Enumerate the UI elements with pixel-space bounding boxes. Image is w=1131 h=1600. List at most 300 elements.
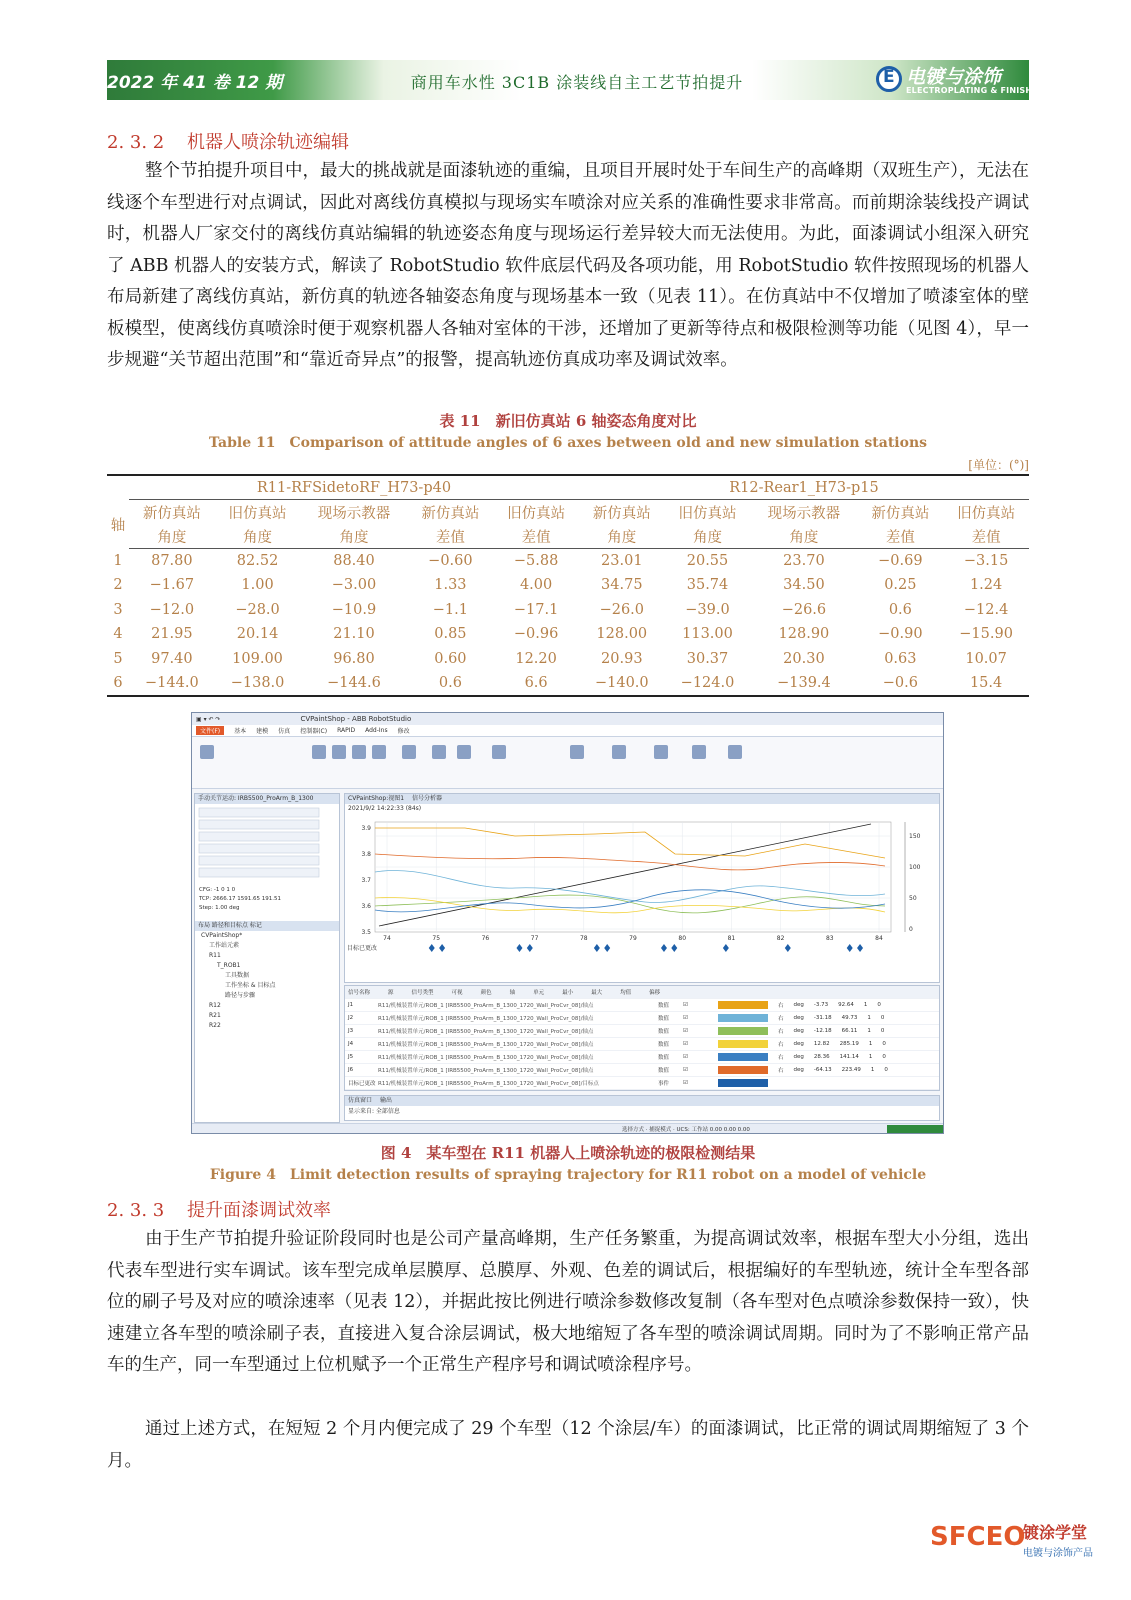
signal-src: R11/机械装置单元/ROB_1 [IRB5500_ProArm_B_1300_1720_Wall_ProCvr_08]/轴点: [378, 1042, 594, 1048]
signal-max: 285.19: [839, 1041, 859, 1047]
table-cell: 1: [113, 552, 123, 569]
target-changed-marker: [723, 944, 729, 952]
signal-name: J3: [348, 1028, 354, 1034]
signal-type: 数值: [658, 1029, 670, 1035]
y-left-tick-label: 3.7: [361, 877, 371, 884]
signal-axis: 右: [777, 1042, 784, 1048]
table-cell: −12.0: [149, 601, 195, 618]
signal-src: R11/机械装置单元/ROB_1 [IRB5500_ProArm_B_1300_1720_Wall_ProCvr_08]/轴点: [378, 1003, 594, 1009]
signal-type: 事件: [658, 1081, 670, 1087]
axis-header: 轴: [110, 517, 126, 534]
signal-row[interactable]: [345, 1025, 939, 1038]
signal-src: R11/机械装置单元/ROB_1 [IRB5500_ProArm_B_1300_1720_Wall_ProCvr_08]/轴点: [378, 1055, 594, 1061]
table-cell: 109.00: [232, 650, 283, 667]
signal-unit: deg: [793, 1067, 804, 1073]
signal-off: 0: [880, 1015, 885, 1021]
signal-name: J6: [348, 1067, 354, 1073]
ribbon-tab[interactable]: 控制器(C): [300, 728, 328, 735]
ribbon-tab[interactable]: 修改: [397, 728, 410, 735]
figure-caption-en: Figure 4 Limit detection results of spraying trajectory for R11 robot on a model of vehicle: [209, 1167, 927, 1183]
visible-checkbox[interactable]: ☑: [683, 1054, 688, 1060]
visible-checkbox[interactable]: ☑: [683, 1080, 688, 1086]
table-cell: −26.0: [599, 601, 645, 618]
target-changed-marker: [671, 944, 677, 952]
tab-output[interactable]: 输出: [379, 1097, 392, 1104]
signal-name: 目标已更改: [348, 1081, 376, 1087]
table-cell: 20.55: [686, 553, 729, 569]
target-changed-marker: [604, 944, 610, 952]
table-cell: 21.10: [333, 626, 375, 643]
jog-panel-title: 手动关节运动: IRB5500_ProArm_B_1300: [195, 794, 339, 804]
header-issue: 2022 年 41 卷 12 期: [107, 73, 283, 93]
x-tick-label: 81: [727, 935, 736, 942]
signal-type: 数值: [658, 1042, 670, 1048]
x-tick-label: 82: [776, 935, 785, 942]
table-cell: 20.93: [601, 650, 643, 667]
window-title: CVPaintShop - ABB RobotStudio: [300, 715, 412, 723]
table-cell: −28.0: [235, 601, 280, 618]
signal-col-header: 颜色: [480, 990, 492, 996]
col-top: 旧仿真站: [228, 505, 287, 522]
pause-icon[interactable]: [332, 745, 346, 759]
station-tree: [195, 931, 339, 1031]
y-right-tick-label: 0: [909, 926, 913, 933]
table-cell: 128.90: [778, 626, 830, 643]
io-sim-icon[interactable]: [402, 745, 416, 759]
x-tick-label: 76: [481, 935, 490, 942]
layout-tabs[interactable]: 布局 路径和目标点 标记: [195, 921, 339, 931]
play-icon[interactable]: [312, 745, 326, 759]
table-cell: 6.6: [493, 671, 579, 696]
ribbon-tabs: [192, 725, 943, 737]
signal-unit: deg: [793, 1054, 804, 1060]
footer-logo-mark: SFCEO: [930, 1522, 1026, 1552]
signal-name: J4: [348, 1041, 354, 1047]
x-tick-label: 78: [579, 935, 588, 942]
signal-color-swatch[interactable]: [718, 1014, 768, 1022]
signal-unit: deg: [793, 1028, 804, 1034]
record-app-icon[interactable]: [612, 745, 626, 759]
table-cell: 12.20: [515, 650, 557, 667]
table-cell: −17.1: [513, 601, 559, 618]
signal-row[interactable]: [345, 1064, 939, 1077]
create-collision-icon[interactable]: [200, 745, 214, 759]
table-cell: 20.14: [236, 626, 279, 643]
ribbon-tab[interactable]: 基本: [234, 728, 247, 735]
table-cell: −144.6: [300, 671, 407, 696]
table-row: [107, 598, 1029, 623]
signal-max: 49.73: [841, 1015, 858, 1021]
table-cell: 34.75: [601, 577, 643, 594]
table-cell: 30.37: [686, 650, 729, 667]
signal-unit: deg: [793, 1015, 804, 1021]
table-cell: −124.0: [665, 671, 751, 696]
signal-mean: 1: [867, 1028, 871, 1034]
table-row: [107, 647, 1029, 672]
table-cell: 97.40: [151, 650, 193, 667]
table-unit: [单位：(°)]: [968, 458, 1029, 472]
tree-item[interactable]: 工具数据: [225, 972, 250, 979]
visible-checkbox[interactable]: ☑: [683, 1028, 688, 1034]
x-tick-label: 84: [875, 935, 883, 942]
tab-view1[interactable]: CVPaintShop:视图1: [348, 795, 405, 802]
col-top: 新仿真站: [592, 505, 651, 522]
col-bottom: 差值: [408, 524, 494, 549]
table-cell: 1.24: [969, 577, 1003, 594]
table-cell: −1.1: [432, 601, 468, 618]
table-caption-cn: 表 11 新旧仿真站 6 轴姿态角度对比: [439, 412, 697, 430]
signal-axis: 右: [777, 1068, 784, 1074]
plot-time[interactable]: 2021/9/2 14:22:33 (84s): [348, 805, 422, 812]
x-tick-label: 79: [629, 935, 637, 942]
x-tick-label: 74: [383, 935, 391, 942]
table-cell: 0.85: [434, 626, 467, 643]
signal-max: 141.14: [839, 1054, 859, 1060]
table-cell: −0.69: [878, 553, 923, 569]
status-text: 选择方式 · 捕捉模式 · UCS: 工作站 0.00 0.00 0.00: [622, 1127, 750, 1133]
signal-col-header: 最小: [562, 990, 574, 996]
col-top: 旧仿真站: [678, 505, 737, 522]
signal-color-swatch[interactable]: [718, 1079, 768, 1087]
tcp-trace-icon[interactable]: [432, 745, 446, 759]
target-changed-marker: [594, 944, 600, 952]
target-changed-marker: [516, 944, 522, 952]
signal-type: 数值: [658, 1055, 670, 1061]
table-cell: −0.60: [428, 553, 473, 569]
table-cell: 10.07: [965, 650, 1007, 667]
table-cell: −39.0: [685, 601, 730, 618]
signal-mean: 1: [863, 1002, 868, 1008]
col-top: 旧仿真站: [507, 505, 566, 522]
signal-analyzer-plot: [344, 793, 940, 983]
paragraph-2: 由于生产节拍提升验证阶段同时也是公司产量高峰期，生产任务繁重，为提高调试效率，根据车型大小分组，选出代表车型进行实车调试。该车型完成单层膜厚、总膜厚、外观、色差的调试后，根据编好的车型轨迹，统计全车型各部位的刷子号及对应的喷涂速率（见表 12），并据此按比例进行喷涂参数修改复制（各车型对色点喷涂参数保持一致），快速建立各车型的喷涂刷子表，直接进入复合涂层调试，极大地缩短了各车型的喷涂调试周期。同时为了不影响正常产品车的生产，同一车型通过上位机赋予一个正常生产程序号和调试喷涂程序号。: [107, 1229, 1029, 1375]
signal-col-header: 可视: [451, 990, 463, 996]
table-cell: 5: [113, 650, 123, 667]
visible-checkbox[interactable]: ☑: [683, 1015, 688, 1021]
signal-col-header: 最大: [591, 990, 603, 996]
signal-axis: 右: [777, 1029, 784, 1035]
signal-max: 223.49: [841, 1067, 861, 1073]
signal-src: R11/机械装置单元/ROB_1 [IRB5500_ProArm_B_1300_1720_Wall_ProCvr_08]/目标点: [378, 1081, 599, 1087]
signal-src: R11/机械装置单元/ROB_1 [IRB5500_ProArm_B_1300_1720_Wall_ProCvr_08]/轴点: [378, 1029, 594, 1035]
ribbon-toolbar: [192, 737, 943, 789]
table-cell: −10.9: [331, 601, 377, 618]
table-cell: −0.96: [513, 626, 559, 643]
signal-type: 数值: [658, 1068, 670, 1074]
target-changed-marker: [661, 944, 667, 952]
ribbon-tab[interactable]: 仿真: [278, 728, 291, 735]
target-changed-marker: [857, 944, 863, 952]
table-cell: −3.00: [331, 577, 377, 594]
table-row: [107, 671, 1029, 696]
table-cell: 128.00: [596, 626, 648, 643]
signal-plot: [345, 814, 939, 982]
x-tick-label: 77: [530, 935, 539, 942]
tab-signal-analyzer[interactable]: 信号分析器: [412, 795, 443, 802]
stop-record-icon[interactable]: [692, 745, 706, 759]
col-bottom: 角度: [579, 524, 665, 549]
ribbon-tab[interactable]: RAPID: [337, 727, 356, 734]
timer-icon[interactable]: [457, 745, 471, 759]
record-graphics-icon[interactable]: [654, 745, 668, 759]
table-cell: −0.6: [858, 671, 944, 696]
target-changed-marker: [439, 944, 445, 952]
signal-row[interactable]: [345, 1077, 939, 1090]
table-cell: −12.4: [963, 601, 1009, 618]
signal-col-header: 信号名称: [348, 990, 371, 996]
signal-table-header: [345, 986, 939, 999]
col-bottom: 差值: [943, 524, 1029, 549]
signal-rows: [345, 999, 939, 1090]
visible-checkbox[interactable]: ☑: [683, 1067, 688, 1073]
signal-min: 12.82: [813, 1041, 830, 1047]
signal-min: -3.73: [813, 1002, 829, 1008]
signal-mean: 1: [870, 1067, 875, 1073]
signal-col-header: 均值: [620, 990, 632, 996]
table-cell: 3: [113, 601, 123, 618]
table-caption-en: Table 11 Comparison of attitude angles of 6 axes between old and new simulation stations: [208, 435, 928, 451]
col-bottom: 角度: [215, 524, 301, 549]
signal-off: 0: [882, 1041, 886, 1047]
target-changed-marker: [429, 944, 435, 952]
signal-min: -31.18: [813, 1015, 832, 1021]
col-bottom: 角度: [129, 524, 215, 549]
signal-mean: 1: [867, 1015, 871, 1021]
signal-name: J1: [348, 1002, 354, 1008]
signal-off: 0: [884, 1067, 888, 1073]
table-cell: 0.63: [884, 650, 917, 667]
sim-record-icon[interactable]: [570, 745, 584, 759]
logo-cn: 电镀与涂饰: [906, 66, 1002, 88]
y-left-tick-label: 3.8: [361, 851, 371, 858]
signal-color-swatch[interactable]: [718, 1001, 768, 1009]
table-cell: 87.80: [151, 553, 193, 569]
signal-mean: 1: [868, 1054, 873, 1060]
table-body: [107, 549, 1029, 696]
output-pane: [344, 1095, 940, 1121]
footer-watermark-logo: [925, 1510, 1105, 1570]
view-record-icon[interactable]: [728, 745, 742, 759]
table-cell: −5.88: [513, 553, 559, 569]
table-cell: 96.80: [333, 650, 375, 667]
signal-col-header: 单元: [533, 990, 545, 996]
tree-item[interactable]: CVPaintShop*: [201, 932, 243, 939]
signal-axis: 右: [777, 1003, 784, 1009]
col-top: 新仿真站: [871, 505, 930, 522]
robotstudio-screenshot: [191, 712, 944, 1134]
col-top: 现场示教器: [767, 505, 841, 522]
col-top: 现场示教器: [317, 505, 391, 522]
tree-item[interactable]: R12: [209, 1002, 221, 1009]
table-cell: 82.52: [236, 553, 279, 569]
col-bottom: 差值: [493, 524, 579, 549]
tree-item[interactable]: 工作坐标 & 目标点: [225, 982, 276, 989]
target-changed-marker: [847, 944, 853, 952]
table-cell: 113.00: [682, 626, 733, 643]
table-cell: −1.67: [149, 577, 195, 594]
signal-max: 66.11: [841, 1028, 858, 1034]
group-b-header: R12-Rear1_H73-p15: [579, 475, 1029, 500]
logo-en: ELECTROPLATING & FINISHING: [906, 86, 1050, 95]
tree-item[interactable]: T_ROB1: [217, 962, 241, 969]
window-titlebar: [192, 713, 943, 725]
tab-sim-window[interactable]: 仿真窗口: [348, 1097, 373, 1104]
output-filter[interactable]: 显示来自: 全部信息: [348, 1108, 400, 1115]
table-cell: 23.01: [601, 553, 643, 569]
y-left-tick-label: 3.9: [361, 825, 371, 832]
visible-checkbox[interactable]: ☑: [683, 1041, 688, 1047]
cfg-readout: CFG: -1 0 1 0: [199, 887, 236, 893]
table-11: [107, 474, 1029, 697]
signal-table: [344, 985, 940, 1091]
plot-tabs: [345, 794, 939, 804]
signal-unit: deg: [793, 1041, 804, 1047]
journal-logo: [876, 62, 1050, 98]
table-row: [107, 573, 1029, 598]
tree-item[interactable]: R22: [209, 1022, 221, 1029]
col-top: 新仿真站: [142, 505, 201, 522]
table-cell: 0.60: [434, 650, 467, 667]
table-cell: −0.90: [878, 626, 923, 643]
table-row: [107, 549, 1029, 574]
table-cell: −139.4: [750, 671, 857, 696]
signal-src: R11/机械装置单元/ROB_1 [IRB5500_ProArm_B_1300_1720_Wall_ProCvr_08]/轴点: [378, 1016, 594, 1022]
signal-type: 数值: [658, 1003, 670, 1009]
x-tick-label: 83: [825, 935, 834, 942]
signal-col-header: 源: [388, 990, 394, 996]
col-bottom: 角度: [300, 524, 407, 549]
jog-sliders[interactable]: [195, 804, 339, 884]
col-bottom: 角度: [665, 524, 751, 549]
stop-icon[interactable]: [352, 745, 366, 759]
signal-col-header: 偏移: [649, 990, 661, 996]
output-tabs: [345, 1096, 939, 1106]
table-cell: 0.6: [888, 601, 912, 618]
y-right-tick-label: 100: [909, 864, 921, 871]
ribbon-tab[interactable]: Add-Ins: [365, 727, 388, 734]
footer-logo-cn: 镀涂学堂: [1023, 1523, 1088, 1542]
tree-item[interactable]: 工作站元素: [209, 942, 240, 949]
x-tick-label: 80: [678, 935, 687, 942]
signal-min: -12.18: [813, 1028, 832, 1034]
y-right-tick-label: 50: [909, 895, 917, 902]
paragraph-3: 通过上述方式，在短短 2 个月内便完成了 29 个车型（12 个涂层/车）的面漆调试，比正常的调试周期缩短了 3 个月。: [107, 1419, 1029, 1471]
left-panel: [194, 793, 340, 1123]
col-top: 新仿真站: [421, 505, 480, 522]
signal-off: 0: [882, 1054, 886, 1060]
table-cell: −26.6: [781, 601, 827, 618]
logo-e-icon: [876, 66, 902, 92]
header-title: 商用车水性 3C1B 涂装线自主工艺节拍提升: [410, 73, 744, 92]
table-cell: 20.30: [783, 650, 825, 667]
table-cell: 4: [113, 626, 123, 643]
signal-name: J2: [348, 1015, 354, 1021]
table-cell: 0.6: [408, 671, 494, 696]
ribbon-tab[interactable]: 文件(F): [196, 726, 224, 735]
table-cell: −144.0: [129, 671, 215, 696]
footer-logo-sub: 电镀与涂饰产品: [1023, 1548, 1093, 1559]
col-bottom: 差值: [858, 524, 944, 549]
journal-header: [107, 60, 1050, 100]
signal-unit: deg: [793, 1002, 804, 1008]
table-cell: 6: [107, 671, 129, 696]
col-top: 旧仿真站: [957, 505, 1016, 522]
col-bottom: 角度: [750, 524, 857, 549]
signal-row[interactable]: [345, 1051, 939, 1064]
signal-col-header: 轴: [509, 990, 516, 996]
table-cell: 34.50: [783, 577, 825, 594]
tcp-readout: TCP: 2666.17 1591.65 191.51: [199, 896, 282, 902]
paragraph-1: 整个节拍提升项目中，最大的挑战就是面漆轨迹的重编，且项目开展时处于车间生产的高峰期（双班生产），无法在线逐个车型进行对点调试，因此对离线仿真模拟与现场实车喷涂对应关系的准确性要求非常高。而前期涂装线投产调试时，机器人厂家交付的离线仿真站编辑的轨迹姿态角度与现场运行差异较大而无法使用。为此，面漆调试小组深入研究了 ABB 机器人的安装方式，解读了 RobotStudio 软件底层代码及各项功能，用 RobotStudio 软件按照现场的机器人布局新建了离线仿真站，新仿真的轨迹各轴姿态角度与现场基本一致（见表 11）。在仿真站中不仅增加了喷漆室体的壁板模型，使离线仿真喷涂时便于观察机器人各轴对室体的干涉，还增加了更新等待点和极限检测等功能（见图 4），早一步规避“关节超出范围”和“靠近奇异点”的报警，提高轨迹仿真成功率及调试效率。: [107, 161, 1029, 370]
signal-off: 0: [877, 1002, 881, 1008]
table-cell: 2: [113, 577, 123, 594]
tree-item[interactable]: R11: [209, 952, 221, 959]
signal-off: 0: [880, 1028, 885, 1034]
signal-name: J5: [348, 1054, 354, 1060]
table-cell: 4.00: [519, 577, 553, 594]
table-cell: 15.4: [943, 671, 1029, 696]
table-cell: 1.33: [434, 577, 467, 594]
figure-caption-cn: 图 4 某车型在 R11 机器人上喷涂轨迹的极限检测结果: [380, 1144, 756, 1162]
table-cell: −138.0: [215, 671, 301, 696]
table-cell: 35.74: [686, 577, 729, 594]
signal-color-swatch[interactable]: [718, 1053, 768, 1061]
signal-min: 28.36: [813, 1054, 830, 1060]
tree-item[interactable]: 路径与步骤: [225, 992, 256, 999]
signal-color-swatch[interactable]: [718, 1066, 768, 1074]
signal-type: 数值: [658, 1016, 670, 1022]
quick-access-icons: ▣ ▾ ↶ ↷: [196, 715, 221, 723]
y-left-tick-label: 3.5: [361, 929, 371, 936]
table-cell: 23.70: [783, 553, 825, 569]
group-a-header: R11-RFSidetoRF_H73-p40: [129, 475, 579, 500]
signal-row[interactable]: [345, 1038, 939, 1051]
table-cell: 88.40: [333, 553, 375, 569]
tree-item[interactable]: R21: [209, 1012, 221, 1019]
y-left-tick-label: 3.6: [361, 903, 371, 910]
signal-axis: 右: [777, 1016, 784, 1022]
signal-max: 92.64: [838, 1002, 854, 1008]
signal-mean: 1: [868, 1041, 873, 1047]
signal-min: -64.13: [813, 1067, 832, 1073]
controller-status-badge: [887, 1125, 943, 1133]
signal-color-swatch[interactable]: [718, 1040, 768, 1048]
table-cell: 1.00: [241, 577, 274, 594]
table-cell: −3.15: [963, 553, 1009, 569]
table-cell: 0.25: [884, 577, 917, 594]
table-row: [107, 622, 1029, 647]
target-changed-marker: [527, 944, 533, 952]
signal-src: R11/机械装置单元/ROB_1 [IRB5500_ProArm_B_1300_1720_Wall_ProCvr_08]/轴点: [378, 1068, 594, 1074]
signal-row[interactable]: [345, 999, 939, 1012]
signal-row[interactable]: [345, 1012, 939, 1025]
table-cell: −15.90: [959, 626, 1013, 643]
section-heading-233: 2. 3. 3 提升面漆调试效率: [107, 1200, 331, 1221]
status-bar: [192, 1123, 944, 1133]
reset-icon[interactable]: [372, 745, 386, 759]
step-readout: Step: 1.00 deg: [199, 905, 240, 911]
signal-axis: 右: [777, 1055, 784, 1061]
marker-label: 目标已更改: [347, 945, 378, 952]
ribbon-tab[interactable]: 建模: [256, 728, 269, 735]
table-cell: −140.0: [579, 671, 665, 696]
signal-analyzer-icon[interactable]: [492, 745, 506, 759]
signal-col-header: 信号类型: [411, 990, 434, 996]
signal-color-swatch[interactable]: [718, 1027, 768, 1035]
y-right-tick-label: 150: [909, 833, 921, 840]
x-tick-label: 75: [432, 935, 441, 942]
visible-checkbox[interactable]: ☑: [683, 1002, 688, 1008]
